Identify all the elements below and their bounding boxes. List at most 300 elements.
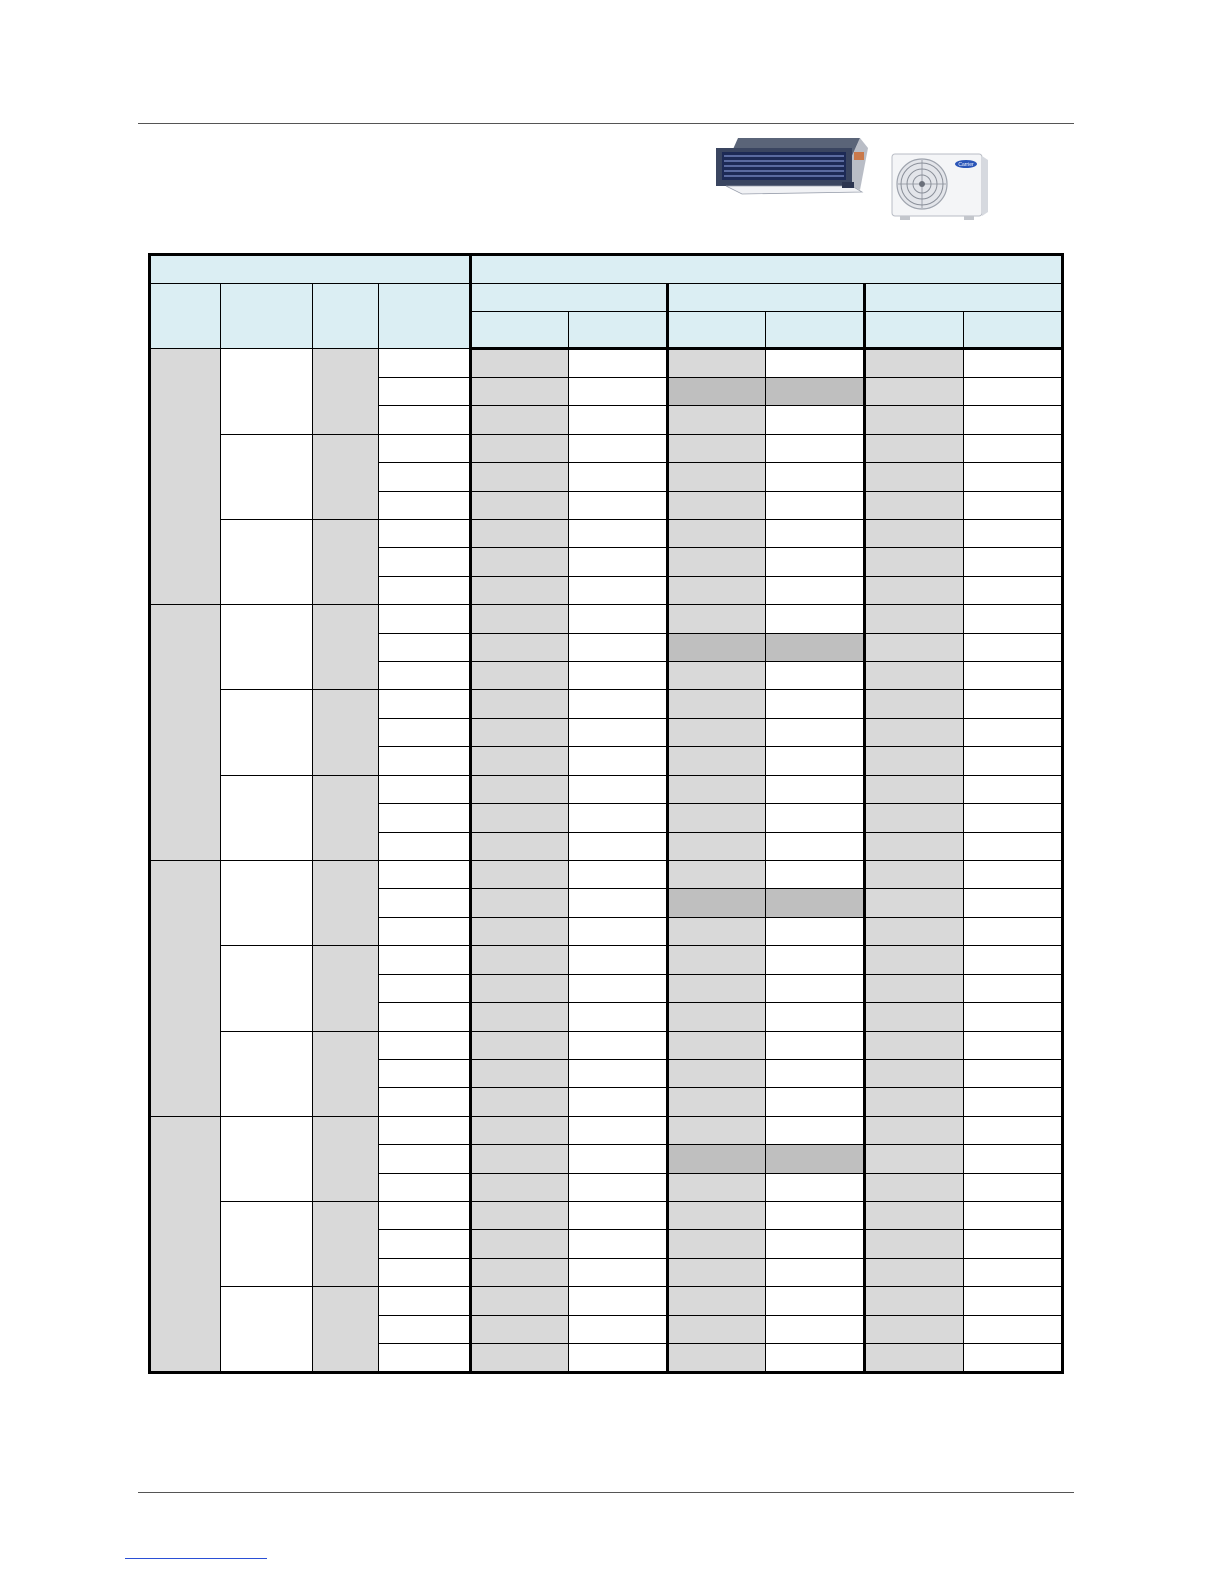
table-cell xyxy=(471,1287,569,1315)
table-cell xyxy=(766,1315,865,1343)
table-cell xyxy=(964,1031,1063,1059)
table-cell xyxy=(668,576,766,604)
table-cell xyxy=(569,377,668,405)
table-cell xyxy=(569,718,668,746)
group-label xyxy=(221,690,313,775)
table-cell xyxy=(766,377,865,405)
table-cell xyxy=(379,548,471,576)
table-cell xyxy=(379,1031,471,1059)
group-label xyxy=(221,1287,313,1373)
table-cell xyxy=(865,1202,964,1230)
col-header xyxy=(150,284,221,349)
group-sub-label xyxy=(313,1287,379,1373)
table-cell xyxy=(766,917,865,945)
table-cell xyxy=(569,519,668,547)
table-cell xyxy=(766,974,865,1002)
table-cell xyxy=(766,1031,865,1059)
table-cell xyxy=(569,1202,668,1230)
table-cell xyxy=(964,1258,1063,1286)
table-cell xyxy=(471,1230,569,1258)
table-cell xyxy=(471,1059,569,1087)
table-cell xyxy=(964,576,1063,604)
table-cell xyxy=(964,377,1063,405)
table-cell xyxy=(471,1258,569,1286)
table-cell xyxy=(379,1202,471,1230)
table-cell xyxy=(865,377,964,405)
table-cell xyxy=(766,804,865,832)
table-cell xyxy=(569,434,668,462)
table-cell xyxy=(379,974,471,1002)
table-cell xyxy=(766,1088,865,1116)
group-label xyxy=(221,1031,313,1116)
group-label xyxy=(221,1116,313,1201)
table-cell xyxy=(865,1173,964,1201)
table-cell xyxy=(569,1258,668,1286)
table-cell xyxy=(471,434,569,462)
table-cell xyxy=(964,1003,1063,1031)
sub-header xyxy=(964,311,1063,349)
table-cell xyxy=(569,662,668,690)
table-cell xyxy=(668,491,766,519)
table-cell xyxy=(471,1173,569,1201)
table-cell xyxy=(379,1344,471,1373)
table-row xyxy=(150,690,1063,718)
table-cell xyxy=(471,1315,569,1343)
table-cell xyxy=(766,832,865,860)
table-cell xyxy=(766,889,865,917)
table-cell xyxy=(668,1031,766,1059)
table-cell xyxy=(569,1230,668,1258)
table-cell xyxy=(865,349,964,377)
table-cell xyxy=(471,406,569,434)
table-cell xyxy=(569,775,668,803)
header-row-groups xyxy=(150,284,1063,311)
table-cell xyxy=(471,463,569,491)
table-cell xyxy=(569,690,668,718)
table-cell xyxy=(471,718,569,746)
table-cell xyxy=(471,775,569,803)
table-cell xyxy=(964,946,1063,974)
table-cell xyxy=(865,974,964,1002)
table-row xyxy=(150,434,1063,462)
table-cell xyxy=(471,1202,569,1230)
table-cell xyxy=(668,1230,766,1258)
table-cell xyxy=(865,576,964,604)
table-row xyxy=(150,775,1063,803)
table-cell xyxy=(964,1059,1063,1087)
table-cell xyxy=(471,349,569,377)
table-cell xyxy=(668,775,766,803)
table-cell xyxy=(766,576,865,604)
table-cell xyxy=(569,1088,668,1116)
table-cell xyxy=(471,974,569,1002)
table-cell xyxy=(668,1344,766,1373)
table-cell xyxy=(379,1145,471,1173)
section-label xyxy=(150,605,221,861)
table-row xyxy=(150,519,1063,547)
table-cell xyxy=(668,946,766,974)
group-label xyxy=(221,349,313,434)
table-cell xyxy=(569,1145,668,1173)
table-cell xyxy=(865,1088,964,1116)
group-header xyxy=(865,284,1063,311)
table-cell xyxy=(569,349,668,377)
table-cell xyxy=(379,1088,471,1116)
table-cell xyxy=(471,1088,569,1116)
table-cell xyxy=(865,1287,964,1315)
table-row xyxy=(150,946,1063,974)
table-cell xyxy=(865,946,964,974)
table-cell xyxy=(471,861,569,889)
group-sub-label xyxy=(313,690,379,775)
table-cell xyxy=(865,832,964,860)
table-cell xyxy=(865,1258,964,1286)
group-label xyxy=(221,434,313,519)
table-cell xyxy=(668,662,766,690)
table-cell xyxy=(964,1230,1063,1258)
table-cell xyxy=(379,605,471,633)
group-label xyxy=(221,861,313,946)
table-row xyxy=(150,1116,1063,1144)
table-cell xyxy=(569,576,668,604)
table-cell xyxy=(379,775,471,803)
table-cell xyxy=(964,974,1063,1002)
table-cell xyxy=(668,804,766,832)
table-cell xyxy=(569,1344,668,1373)
table-cell xyxy=(766,406,865,434)
sub-header xyxy=(668,311,766,349)
table-cell xyxy=(865,1145,964,1173)
table-cell xyxy=(865,861,964,889)
table-cell xyxy=(964,1088,1063,1116)
table-cell xyxy=(964,1202,1063,1230)
table-cell xyxy=(766,463,865,491)
table-cell xyxy=(766,605,865,633)
table-cell xyxy=(865,747,964,775)
group-label xyxy=(221,946,313,1031)
table-cell xyxy=(569,861,668,889)
group-sub-label xyxy=(313,605,379,690)
table-cell xyxy=(668,1202,766,1230)
table-cell xyxy=(865,548,964,576)
table-cell xyxy=(668,1116,766,1144)
group-label xyxy=(221,775,313,860)
table-cell xyxy=(766,548,865,576)
table-cell xyxy=(865,662,964,690)
table-cell xyxy=(865,1116,964,1144)
table-cell xyxy=(569,946,668,974)
table-cell xyxy=(766,519,865,547)
table-cell xyxy=(964,718,1063,746)
table-cell xyxy=(865,1003,964,1031)
table-cell xyxy=(964,804,1063,832)
table-cell xyxy=(964,917,1063,945)
table-cell xyxy=(865,690,964,718)
table-cell xyxy=(569,548,668,576)
table-cell xyxy=(379,1003,471,1031)
table-cell xyxy=(471,491,569,519)
table-cell xyxy=(569,1031,668,1059)
table-cell xyxy=(964,605,1063,633)
table-cell xyxy=(379,662,471,690)
table-cell xyxy=(471,804,569,832)
table-cell xyxy=(865,633,964,661)
svg-text:Carrier: Carrier xyxy=(958,162,974,168)
table-cell xyxy=(668,605,766,633)
table-cell xyxy=(471,1344,569,1373)
table-cell xyxy=(766,775,865,803)
table-cell xyxy=(379,690,471,718)
group-header xyxy=(471,284,668,311)
table-cell xyxy=(379,377,471,405)
table-cell xyxy=(379,946,471,974)
table-cell xyxy=(379,832,471,860)
table-cell xyxy=(379,747,471,775)
table-cell xyxy=(569,463,668,491)
table-cell xyxy=(379,349,471,377)
table-cell xyxy=(379,917,471,945)
table-cell xyxy=(379,804,471,832)
table-cell xyxy=(569,1173,668,1201)
group-sub-label xyxy=(313,861,379,946)
table-cell xyxy=(379,1230,471,1258)
table-row xyxy=(150,1031,1063,1059)
table-cell xyxy=(668,861,766,889)
table-cell xyxy=(379,463,471,491)
table-cell xyxy=(964,889,1063,917)
table-cell xyxy=(964,775,1063,803)
table-cell xyxy=(668,1145,766,1173)
table-cell xyxy=(569,889,668,917)
table-cell xyxy=(964,548,1063,576)
group-label xyxy=(221,1202,313,1287)
table-cell xyxy=(668,974,766,1002)
table-cell xyxy=(865,519,964,547)
table-cell xyxy=(964,349,1063,377)
table-cell xyxy=(471,1031,569,1059)
table-cell xyxy=(471,690,569,718)
performance-table xyxy=(148,253,1064,1374)
table-cell xyxy=(668,349,766,377)
section-label xyxy=(150,1116,221,1372)
col-header xyxy=(221,284,313,349)
table-cell xyxy=(865,406,964,434)
table-cell xyxy=(379,491,471,519)
header-rule xyxy=(138,123,1074,124)
table-cell xyxy=(766,1287,865,1315)
table-cell xyxy=(865,605,964,633)
table-cell xyxy=(668,690,766,718)
table-cell xyxy=(865,718,964,746)
table-cell xyxy=(569,832,668,860)
table-cell xyxy=(766,491,865,519)
table-cell xyxy=(471,662,569,690)
table-cell xyxy=(964,690,1063,718)
group-sub-label xyxy=(313,434,379,519)
table-cell xyxy=(766,690,865,718)
table-cell xyxy=(569,747,668,775)
table-cell xyxy=(766,718,865,746)
table-cell xyxy=(865,804,964,832)
footer-rule xyxy=(138,1492,1074,1493)
indoor-unit-image xyxy=(712,134,872,198)
table-cell xyxy=(379,1287,471,1315)
table-cell xyxy=(964,519,1063,547)
group-sub-label xyxy=(313,349,379,434)
table-cell xyxy=(964,1287,1063,1315)
table-cell xyxy=(964,1173,1063,1201)
table-cell xyxy=(379,434,471,462)
table-cell xyxy=(865,1230,964,1258)
table-cell xyxy=(766,434,865,462)
table-cell xyxy=(865,1031,964,1059)
table-cell xyxy=(766,1230,865,1258)
table-cell xyxy=(865,1059,964,1087)
table-cell xyxy=(668,1173,766,1201)
table-cell xyxy=(964,861,1063,889)
table-cell xyxy=(865,1315,964,1343)
outdoor-unit-image xyxy=(888,150,992,222)
group-sub-label xyxy=(313,519,379,604)
table-cell xyxy=(766,1344,865,1373)
table-cell xyxy=(668,633,766,661)
table-cell xyxy=(766,1059,865,1087)
table-cell xyxy=(471,548,569,576)
table-cell xyxy=(668,548,766,576)
table-cell xyxy=(569,491,668,519)
table-cell xyxy=(471,377,569,405)
table-cell xyxy=(471,946,569,974)
group-header xyxy=(668,284,865,311)
table-cell xyxy=(379,1258,471,1286)
table-cell xyxy=(379,1315,471,1343)
table-cell xyxy=(668,1258,766,1286)
table-cell xyxy=(964,832,1063,860)
table-cell xyxy=(569,1003,668,1031)
table-cell xyxy=(865,1344,964,1373)
group-label xyxy=(221,519,313,604)
table-cell xyxy=(668,1059,766,1087)
table-cell xyxy=(569,1287,668,1315)
table-row xyxy=(150,349,1063,377)
table-cell xyxy=(471,1116,569,1144)
group-sub-label xyxy=(313,1202,379,1287)
table-cell xyxy=(379,576,471,604)
sub-header xyxy=(471,311,569,349)
table-cell xyxy=(471,633,569,661)
group-sub-label xyxy=(313,946,379,1031)
sub-header xyxy=(766,311,865,349)
group-sub-label xyxy=(313,1116,379,1201)
table-cell xyxy=(865,434,964,462)
table-cell xyxy=(964,1344,1063,1373)
table-cell xyxy=(668,718,766,746)
table-cell xyxy=(668,434,766,462)
group-sub-label xyxy=(313,775,379,860)
table-cell xyxy=(865,463,964,491)
section-label xyxy=(150,861,221,1117)
table-row xyxy=(150,1287,1063,1315)
table-cell xyxy=(471,747,569,775)
table-cell xyxy=(569,804,668,832)
table-cell xyxy=(379,633,471,661)
table-row xyxy=(150,605,1063,633)
table-cell xyxy=(668,832,766,860)
table-cell xyxy=(668,377,766,405)
table-cell xyxy=(865,491,964,519)
table-row xyxy=(150,861,1063,889)
table-cell xyxy=(569,605,668,633)
table-cell xyxy=(471,917,569,945)
table-cell xyxy=(766,662,865,690)
table-cell xyxy=(668,1088,766,1116)
table-cell xyxy=(766,349,865,377)
table-cell xyxy=(379,519,471,547)
table-cell xyxy=(964,463,1063,491)
table-cell xyxy=(865,889,964,917)
table-cell xyxy=(766,1202,865,1230)
table-cell xyxy=(668,889,766,917)
table-cell xyxy=(668,917,766,945)
table-cell xyxy=(379,1173,471,1201)
table-cell xyxy=(668,406,766,434)
table-cell xyxy=(964,633,1063,661)
group-sub-label xyxy=(313,1031,379,1116)
table-cell xyxy=(766,1003,865,1031)
table-cell xyxy=(865,917,964,945)
table-cell xyxy=(569,1116,668,1144)
table-cell xyxy=(379,406,471,434)
table-cell xyxy=(379,889,471,917)
table-cell xyxy=(964,662,1063,690)
table-cell xyxy=(964,434,1063,462)
table-cell xyxy=(471,605,569,633)
table-cell xyxy=(766,1145,865,1173)
col-header xyxy=(379,284,471,349)
table-cell xyxy=(569,917,668,945)
table-cell xyxy=(471,519,569,547)
footer-link-underline[interactable] xyxy=(125,1558,267,1559)
table-cell xyxy=(766,861,865,889)
table-cell xyxy=(668,747,766,775)
table-cell xyxy=(668,1287,766,1315)
table-cell xyxy=(471,1003,569,1031)
table-cell xyxy=(668,463,766,491)
table-cell xyxy=(766,1116,865,1144)
sub-header xyxy=(569,311,668,349)
table-cell xyxy=(964,406,1063,434)
col-header xyxy=(313,284,379,349)
table-cell xyxy=(964,491,1063,519)
table-cell xyxy=(964,1315,1063,1343)
table-cell xyxy=(668,1003,766,1031)
table-cell xyxy=(766,1258,865,1286)
table-cell xyxy=(471,576,569,604)
table-cell xyxy=(766,633,865,661)
table-cell xyxy=(379,1116,471,1144)
table-cell xyxy=(471,889,569,917)
table-cell xyxy=(865,775,964,803)
table-cell xyxy=(379,861,471,889)
sub-header xyxy=(865,311,964,349)
table-cell xyxy=(668,1315,766,1343)
table-cell xyxy=(766,1173,865,1201)
table-row xyxy=(150,1202,1063,1230)
table-cell xyxy=(964,1116,1063,1144)
table-cell xyxy=(569,633,668,661)
table-cell xyxy=(471,1145,569,1173)
table-cell xyxy=(569,1315,668,1343)
